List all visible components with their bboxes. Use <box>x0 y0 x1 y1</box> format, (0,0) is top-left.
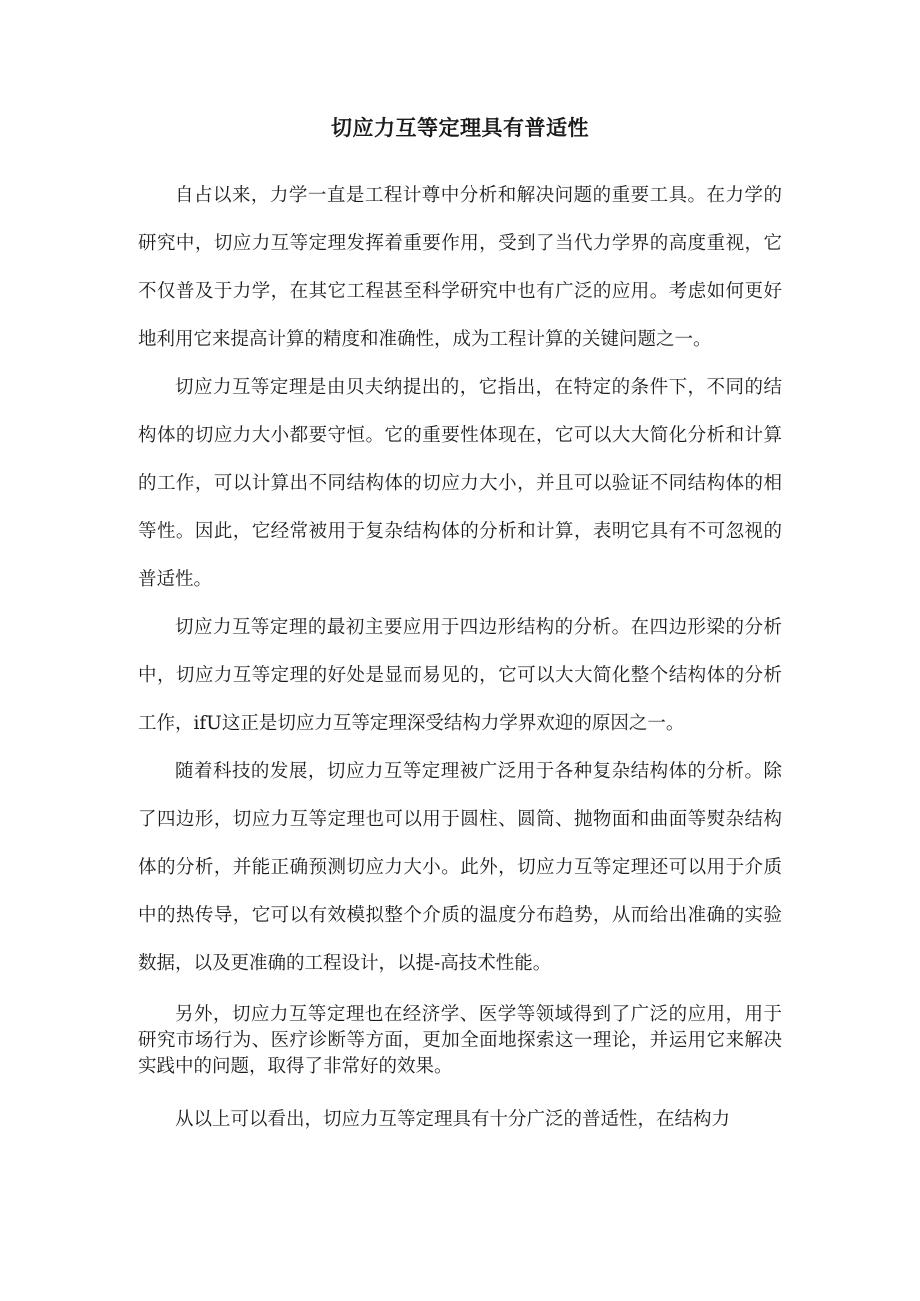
paragraph-5: 另外，切应力互等定理也在经济学、医学等领域得到了广泛的应用，用于研究市场行为、医疗诊断等方面，更加全面地探索这一理论，并运用它来解决实践中的问题，取得了非常好的效果。 <box>138 1004 782 1077</box>
paragraph-6: 从以上可以看出，切应力互等定理具有十分广泛的普适性，在结构力 <box>175 1109 731 1130</box>
paragraph-1: 自占以来，力学一直是工程计尊中分析和解决问题的重要工具。在力学的研究中，切应力互等定理发挥着重要作用，受到了当代力学界的高度重视，它不仅普及于力学，在其它工程甚至科学研究中也有广泛的应用。考虑如何更好地利用它来提高计算的精度和准确性，成为工程计算的关键问题之一。 <box>138 185 782 350</box>
document-body <box>138 172 782 1144</box>
paragraph-4: 随着科技的发展，切应力互等定理被广泛用于各种复杂结构体的分析。除了四边形，切应力互等定理也可以用于圆柱、圆筒、抛物面和曲面等熨杂结构体的分析，并能正确预测切应力大小。此外，切应力互等定理还可以用于介质中的热传导，它可以有效模拟整个介质的温度分布趋势，从而给出准确的实验数据，以及更准确的工程设计，以提-高技术性能。 <box>138 761 782 974</box>
page-title: 切应力互等定理具有普适性 <box>331 116 589 140</box>
paragraph-3: 切应力互等定理的最初主要应用于四边形结构的分析。在四边形梁的分析中，切应力互等定理的好处是显而易见的，它可以大大简化整个结构体的分析工作，ifU这正是切应力互等定理深受结构力学界欢迎的原因之一。 <box>138 617 782 734</box>
paragraph-2: 切应力互等定理是由贝夫纳提出的，它指出，在特定的条件下，不同的结构体的切应力大小都要守恒。它的重要性体现在，它可以大大简化分析和计算的工作，可以计算出不同结构体的切应力大小，并且可以验证不同结构体的相等性。因此，它经常被用于复杂结构体的分析和计算，表明它具有不可忽视的普适性。 <box>138 377 782 590</box>
